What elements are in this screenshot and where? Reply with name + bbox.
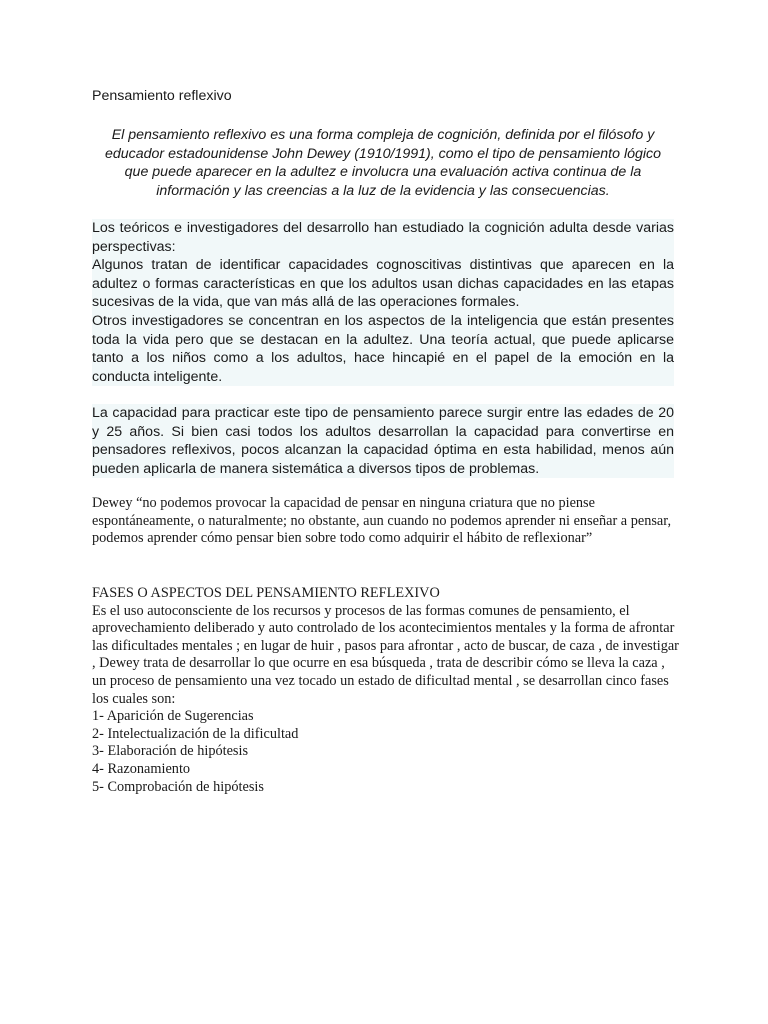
theorists-paragraph-1: Algunos tratan de identificar capacidades cognoscitivas distintivas que aparecen en la adultez o formas características en que los adultos usan dichas capacidades en las etapas sucesivas de la vida, que van más allá de las operaciones formales. xyxy=(92,257,674,311)
theorists-paragraph-2: Otros investigadores se concentran en los aspectos de la inteligencia que están presentes toda la vida pero que se destacan en la adultez. Una teoría actual, que puede aplicarse tanto a los niños como a los adultos, hace hincapié en el papel de la emoción en la conducta inteligente. xyxy=(92,312,674,385)
theorists-section xyxy=(92,219,674,386)
phases-body: Es el uso autoconsciente de los recursos y procesos de las formas comunes de pensamiento, el aprovechamiento deliberado y auto controlado de los acontecimientos mentales y la forma de afrontar las dificultades mentales ; en lugar de huir , pasos para afrontar , acto de buscar, de caza , de investigar , Dewey trata de desarrollar lo que ocurre en esa búsqueda , trata de describir cómo se lleva la caza , un proceso de pensamiento una vez tocado un estado de dificultad mental , se desarrollan cinco fases los cuales son: xyxy=(92,602,679,707)
phase-item: 2- Intelectualización de la dificultad xyxy=(92,725,299,742)
document-title: Pensamiento reflexivo xyxy=(92,88,232,104)
capacity-paragraph: La capacidad para practicar este tipo de pensamiento parece surgir entre las edades de 20 y 25 años. Si bien casi todos los adultos desarrollan la capacidad para convertirse en pensadores reflexivos, pocos alcanzan la capacidad óptima en esta habilidad, menos aún pueden aplicarla de manera sistemática a diversos tipos de problemas. xyxy=(92,405,674,477)
phase-item: 1- Aparición de Sugerencias xyxy=(92,708,254,725)
phase-item: 5- Comprobación de hipótesis xyxy=(92,778,264,795)
definition-paragraph: El pensamiento reflexivo es una forma compleja de cognición, definida por el filósofo y educador estadounidense John Dewey (1910/1991), como el tipo de pensamiento lógico que puede aparecer en la adultez e involucra una evaluación activa continua de la información y las creencias a la luz de la evidencia y las consecuencias. xyxy=(104,127,662,199)
phases-heading: FASES O ASPECTOS DEL PENSAMIENTO REFLEXIVO xyxy=(92,585,440,601)
theorists-intro: Los teóricos e investigadores del desarrollo han estudiado la cognición adulta desde varias perspectivas: xyxy=(92,220,674,255)
phases-section xyxy=(92,585,682,796)
phase-item: 3- Elaboración de hipótesis xyxy=(92,743,249,760)
phase-item: 4- Razonamiento xyxy=(92,760,191,777)
dewey-quote-paragraph: Dewey “no podemos provocar la capacidad de pensar en ninguna criatura que no piense espontáneamente, o naturalmente; no obstante, aun cuando no podemos aprender ni enseñar a pensar, podemos aprender cómo pensar bien sobre todo como adquirir el hábito de reflexionar” xyxy=(92,495,672,547)
